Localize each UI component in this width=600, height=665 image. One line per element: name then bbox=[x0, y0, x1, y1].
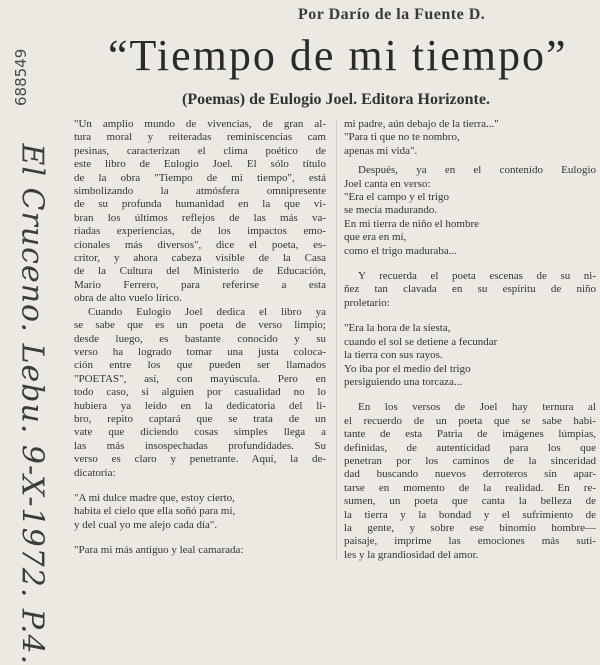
text-line: Mario Ferrero, para referirse a esta bbox=[74, 278, 326, 291]
left-column bbox=[74, 118, 326, 558]
text-line: ción entre los que pueden ser llamados bbox=[74, 359, 326, 372]
dedication-quote bbox=[74, 492, 326, 532]
text-line: obra de alto vuelo lírico. bbox=[74, 292, 182, 305]
text-line: la tierra y la bondad y el sufrimiento de bbox=[344, 508, 596, 521]
text-line: En los versos de Joel hay ternura al bbox=[358, 401, 596, 414]
text-line: todo caso, si alguien por casualidad no lo bbox=[74, 386, 326, 399]
body-paragraph bbox=[74, 306, 326, 480]
text-line: Después, ya en el contenido Eulogio bbox=[358, 164, 596, 177]
text-line: critor, y ahora cabeza visible de la Casa bbox=[74, 252, 326, 265]
text-line: la gente, y sobre ese binomio hombre— bbox=[344, 521, 596, 534]
quote-line: "Para ti que no te nombro, bbox=[344, 131, 460, 144]
closing-paragraph bbox=[344, 401, 596, 562]
text-line: Y recuerda el poeta escenas de su ni- bbox=[358, 270, 596, 283]
dedication-quote-end bbox=[344, 118, 596, 158]
intro-paragraph bbox=[74, 118, 326, 306]
text-line: "Un amplio mundo de vivencias, de gran al- bbox=[74, 118, 326, 130]
text-line: simbolizando la atmósfera omnipresente bbox=[74, 185, 326, 198]
poem-line: "Era la hora de la siesta, bbox=[344, 322, 451, 335]
article-subtitle: (Poemas) de Eulogio Joel. Editora Horizonte. bbox=[182, 91, 490, 108]
poem-line: En mi tierra de niño el hombre bbox=[344, 217, 480, 230]
quote-line: habita el cielo que ella soñó para mí, bbox=[74, 505, 236, 518]
text-line: definidas, de autenticidad para los que bbox=[344, 441, 596, 454]
quote-line: apenas mi vida". bbox=[344, 144, 418, 157]
text-line: proletario: bbox=[344, 296, 390, 309]
poem-line: que era en mí, bbox=[344, 231, 407, 244]
handwritten-source-note: El Cruceno. Lebu. 9-X-1972. P.4. bbox=[14, 143, 50, 665]
text-line: se sabe que es un poeta de verso limpio; bbox=[74, 319, 326, 332]
quote-line: mi padre, aún debajo de la tierra..." bbox=[344, 118, 499, 130]
right-column bbox=[344, 118, 596, 562]
quote-line: y del cual yo me alejo cada día". bbox=[74, 518, 218, 531]
text-line: riadas experiencias, de los impactos emo- bbox=[74, 225, 326, 238]
text-line: bro, repito captará que se trata de un bbox=[74, 412, 326, 425]
text-line: penetran por los caminos de la sinceridad bbox=[344, 454, 596, 467]
dedication-quote-continued bbox=[74, 544, 326, 557]
body-paragraph bbox=[344, 270, 596, 310]
poem-line: como el trigo maduraba... bbox=[344, 244, 458, 257]
column-divider bbox=[336, 120, 337, 560]
text-line: de la Cultura del Ministerio de Educación, bbox=[74, 265, 326, 278]
text-line: de su profunda humanidad en la que vi- bbox=[74, 198, 326, 211]
text-line: dicatoria: bbox=[74, 466, 116, 479]
text-line: tarse en momento de la realidad. En re- bbox=[344, 481, 596, 494]
poem-excerpt bbox=[344, 191, 596, 258]
text-line: tante de esta Patria de imágenes lúmpias, bbox=[344, 428, 596, 441]
text-line: hubiera ya leído en la dedicatoria del li- bbox=[74, 399, 326, 412]
text-line: Cuando Eulogio Joel dedica el libro ya bbox=[88, 305, 326, 318]
text-line: vate que diciendo cosas simples llega a bbox=[74, 426, 326, 439]
text-line: el recuerdo de un poeta que se sabe habi- bbox=[344, 414, 596, 427]
text-line: ñez tan clavada en su espíritu de niño bbox=[344, 283, 596, 296]
poem-excerpt bbox=[344, 322, 596, 389]
text-line: cionales más diversos", dice el poeta, es- bbox=[74, 238, 326, 251]
poem-line: "Era el campo y el trigo bbox=[344, 191, 449, 204]
quote-line: "Para mi más antiguo y leal camarada: bbox=[74, 544, 244, 557]
poem-line: Yo iba por el medio del trigo bbox=[344, 362, 471, 375]
article-title: “Tiempo de mi tiempo” bbox=[108, 31, 568, 80]
text-line: las más insospechadas profundidades. Su bbox=[74, 439, 326, 452]
text-line: verso es claro y penetrante. Aquí, la de- bbox=[74, 453, 326, 466]
catalog-number: 688549 bbox=[12, 48, 30, 106]
text-line: "POETAS", así, con mayúscula. Pero en bbox=[74, 372, 326, 385]
text-line: desde luego, es bastante conocido y su bbox=[74, 332, 326, 345]
poem-line: se mecía madurando. bbox=[344, 204, 438, 217]
body-paragraph bbox=[344, 164, 596, 191]
text-line: paisaje, imprime las emociones más suti- bbox=[344, 535, 596, 548]
poem-line: la tierra con sus rayos. bbox=[344, 349, 443, 362]
text-line: dad buscando nuevos derroteros sin apar- bbox=[344, 468, 596, 481]
text-line: Joel canta en verso: bbox=[344, 177, 431, 190]
text-line: sumen, un poeta que canta la belleza de bbox=[344, 495, 596, 508]
text-line: les y la grandiosidad del amor. bbox=[344, 548, 479, 561]
text-line: tura moral y reiteradas reminiscencias cam bbox=[74, 131, 326, 144]
text-line: de la obra "Tiempo de mi tiempo", está bbox=[74, 171, 326, 184]
text-line: pesinas, caracterizan el clima poético de bbox=[74, 144, 326, 157]
text-line: bran los últimos reflejos de las más va- bbox=[74, 211, 326, 224]
byline: Por Darío de la Fuente D. bbox=[298, 6, 486, 23]
poem-line: cuando el sol se detiene a fecundar bbox=[344, 335, 498, 348]
text-line: este libro de Eulogio Joel. El sólo título bbox=[74, 158, 326, 171]
text-line: verso ha logrado tomar una justa coloca- bbox=[74, 345, 326, 358]
quote-line: "A mi dulce madre que, estoy cierto, bbox=[74, 491, 235, 504]
poem-line: persiguiendo una torcaza... bbox=[344, 375, 463, 388]
